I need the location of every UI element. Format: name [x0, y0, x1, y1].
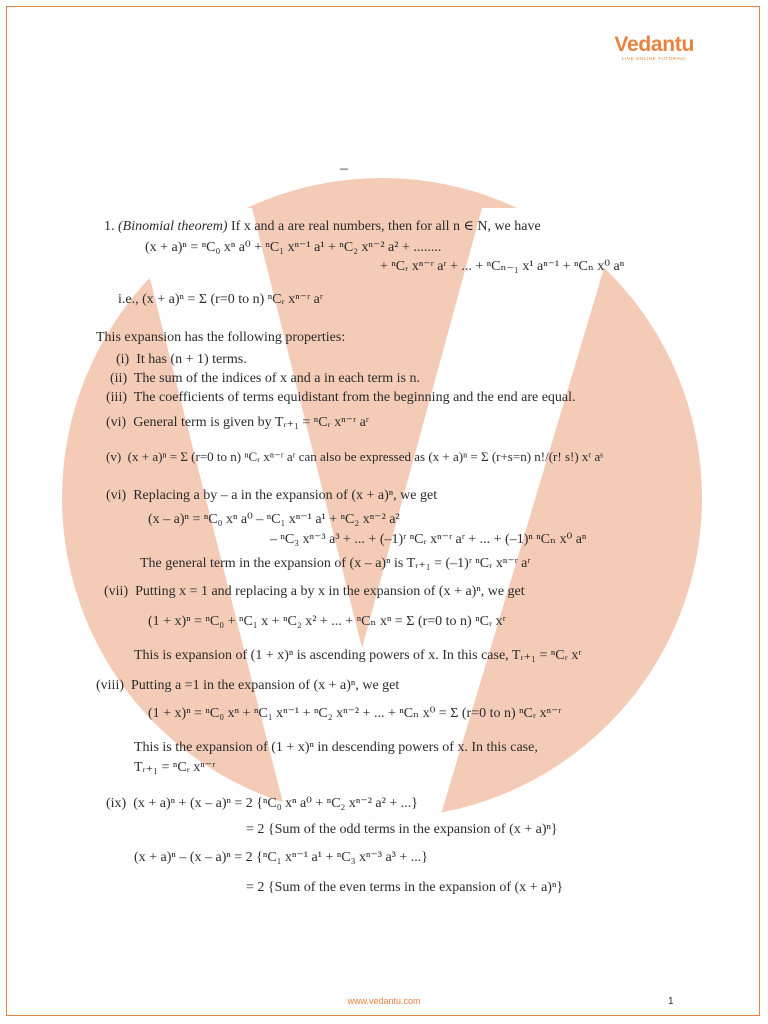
ascending-note: This is expansion of (1 + x)ⁿ is ascending powers of x. In this case, Tᵣ₊₁ = ⁿCᵣ xʳ: [134, 648, 582, 663]
property-i: [116, 352, 247, 368]
property-number: (i): [116, 352, 130, 367]
property-number: (vi): [106, 415, 127, 430]
property-number: (v): [106, 449, 122, 464]
odd-terms-sum: = 2 {Sum of the odd terms in the expansion of (x + a)ⁿ}: [246, 822, 558, 837]
expansion-line-1: (x + a)ⁿ = ⁿC₀ xⁿ a⁰ + ⁿC₁ xⁿ⁻¹ a¹ + ⁿC₂ xⁿ⁻² a² + ........: [145, 240, 442, 255]
property-text: Putting a =1 in the expansion of (x + a)ⁿ, we get: [131, 678, 400, 693]
property-text: Replacing a by – a in the expansion of (x + a)ⁿ, we get: [133, 488, 438, 503]
theorem-statement: [104, 219, 541, 235]
minus-expansion-line-2: – ⁿC₃ xⁿ⁻³ a³ + ... + (–1)ʳ ⁿCᵣ xⁿ⁻ʳ aʳ + ... + (–1)ⁿ ⁿCₙ x⁰ aⁿ: [270, 532, 587, 547]
property-iv: [106, 415, 369, 431]
property-text: The coefficients of terms equidistant from the beginning and the end are equal.: [133, 390, 576, 405]
property-text: General term is given by Tᵣ₊₁ = ⁿCᵣ xⁿ⁻ʳ aʳ: [133, 415, 369, 430]
property-number: (iii): [106, 390, 127, 405]
vedantu-logo: [614, 34, 694, 61]
page-number: 1: [668, 996, 674, 1007]
properties-intro: This expansion has the following properties:: [96, 330, 346, 345]
footer-url[interactable]: www.vedantu.com: [347, 996, 421, 1006]
brand-tagline: LIVE ONLINE TUTORING: [622, 56, 687, 61]
descending-general-term: Tᵣ₊₁ = ⁿCᵣ xⁿ⁻ʳ: [134, 760, 216, 775]
one-plus-x-descending: (1 + x)ⁿ = ⁿC₀ xⁿ + ⁿC₁ xⁿ⁻¹ + ⁿC₂ xⁿ⁻² + ... + ⁿCₙ x⁰ = Σ (r=0 to n) ⁿCᵣ xⁿ⁻ʳ: [148, 706, 562, 721]
even-terms-sum: = 2 {Sum of the even terms in the expansion of (x + a)ⁿ}: [246, 880, 564, 895]
one-plus-x-ascending: (1 + x)ⁿ = ⁿC₀ + ⁿC₁ x + ⁿC₂ x² + ... + ⁿCₙ xⁿ = Σ (r=0 to n) ⁿCᵣ xʳ: [148, 614, 506, 629]
property-text: (x + a)ⁿ + (x – a)ⁿ = 2 {ⁿC₀ xⁿ a⁰ + ⁿC₂ xⁿ⁻² a² + ...}: [133, 796, 418, 811]
sigma-form: i.e., (x + a)ⁿ = Σ (r=0 to n) ⁿCᵣ xⁿ⁻ʳ aʳ: [118, 292, 323, 307]
property-vii: [104, 584, 525, 600]
descending-note: This is the expansion of (1 + x)ⁿ in descending powers of x. In this case,: [134, 740, 538, 755]
property-viii: [96, 678, 399, 694]
property-ix: [106, 796, 418, 812]
property-v: [106, 449, 603, 465]
property-iii: [106, 390, 576, 406]
property-number: (vi): [106, 488, 127, 503]
property-number: (viii): [96, 678, 124, 693]
property-text: It has (n + 1) terms.: [136, 352, 247, 367]
brand-name: Vedantu: [614, 33, 694, 56]
property-number: (ix): [106, 796, 127, 811]
theorem-title: (Binomial theorem): [118, 219, 228, 234]
property-ii: [110, 371, 420, 387]
property-text: Putting x = 1 and replacing a by x in the expansion of (x + a)ⁿ, we get: [135, 584, 525, 599]
item-number: 1.: [104, 219, 115, 234]
minus-general-term: The general term in the expansion of (x – a)ⁿ is Tᵣ₊₁ = (–1)ʳ ⁿCᵣ xⁿ⁻ʳ aʳ: [140, 556, 531, 571]
theorem-lead: If x and a are real numbers, then for all n ∈ N, we have: [227, 219, 541, 234]
property-text: (x + a)ⁿ = Σ (r=0 to n) ⁿCᵣ xⁿ⁻ʳ aʳ can also be expressed as (x + a)ⁿ = Σ (r+s=n) n!/(r! s!) xʳ aˢ: [127, 449, 604, 464]
property-number: (vii): [104, 584, 129, 599]
difference-expansion: (x + a)ⁿ – (x – a)ⁿ = 2 {ⁿC₁ xⁿ⁻¹ a¹ + ⁿC₃ xⁿ⁻³ a³ + ...}: [134, 850, 428, 865]
property-vi: [106, 488, 437, 504]
title-dash: –: [340, 160, 348, 177]
property-number: (ii): [110, 371, 128, 386]
expansion-line-2: + ⁿCᵣ xⁿ⁻ʳ aʳ + ... + ⁿCₙ₋₁ x¹ aⁿ⁻¹ + ⁿCₙ x⁰ aⁿ: [380, 259, 625, 274]
property-text: The sum of the indices of x and a in each term is n.: [133, 371, 420, 386]
minus-expansion-line-1: (x – a)ⁿ = ⁿC₀ xⁿ a⁰ – ⁿC₁ xⁿ⁻¹ a¹ + ⁿC₂ xⁿ⁻² a²: [148, 512, 400, 527]
